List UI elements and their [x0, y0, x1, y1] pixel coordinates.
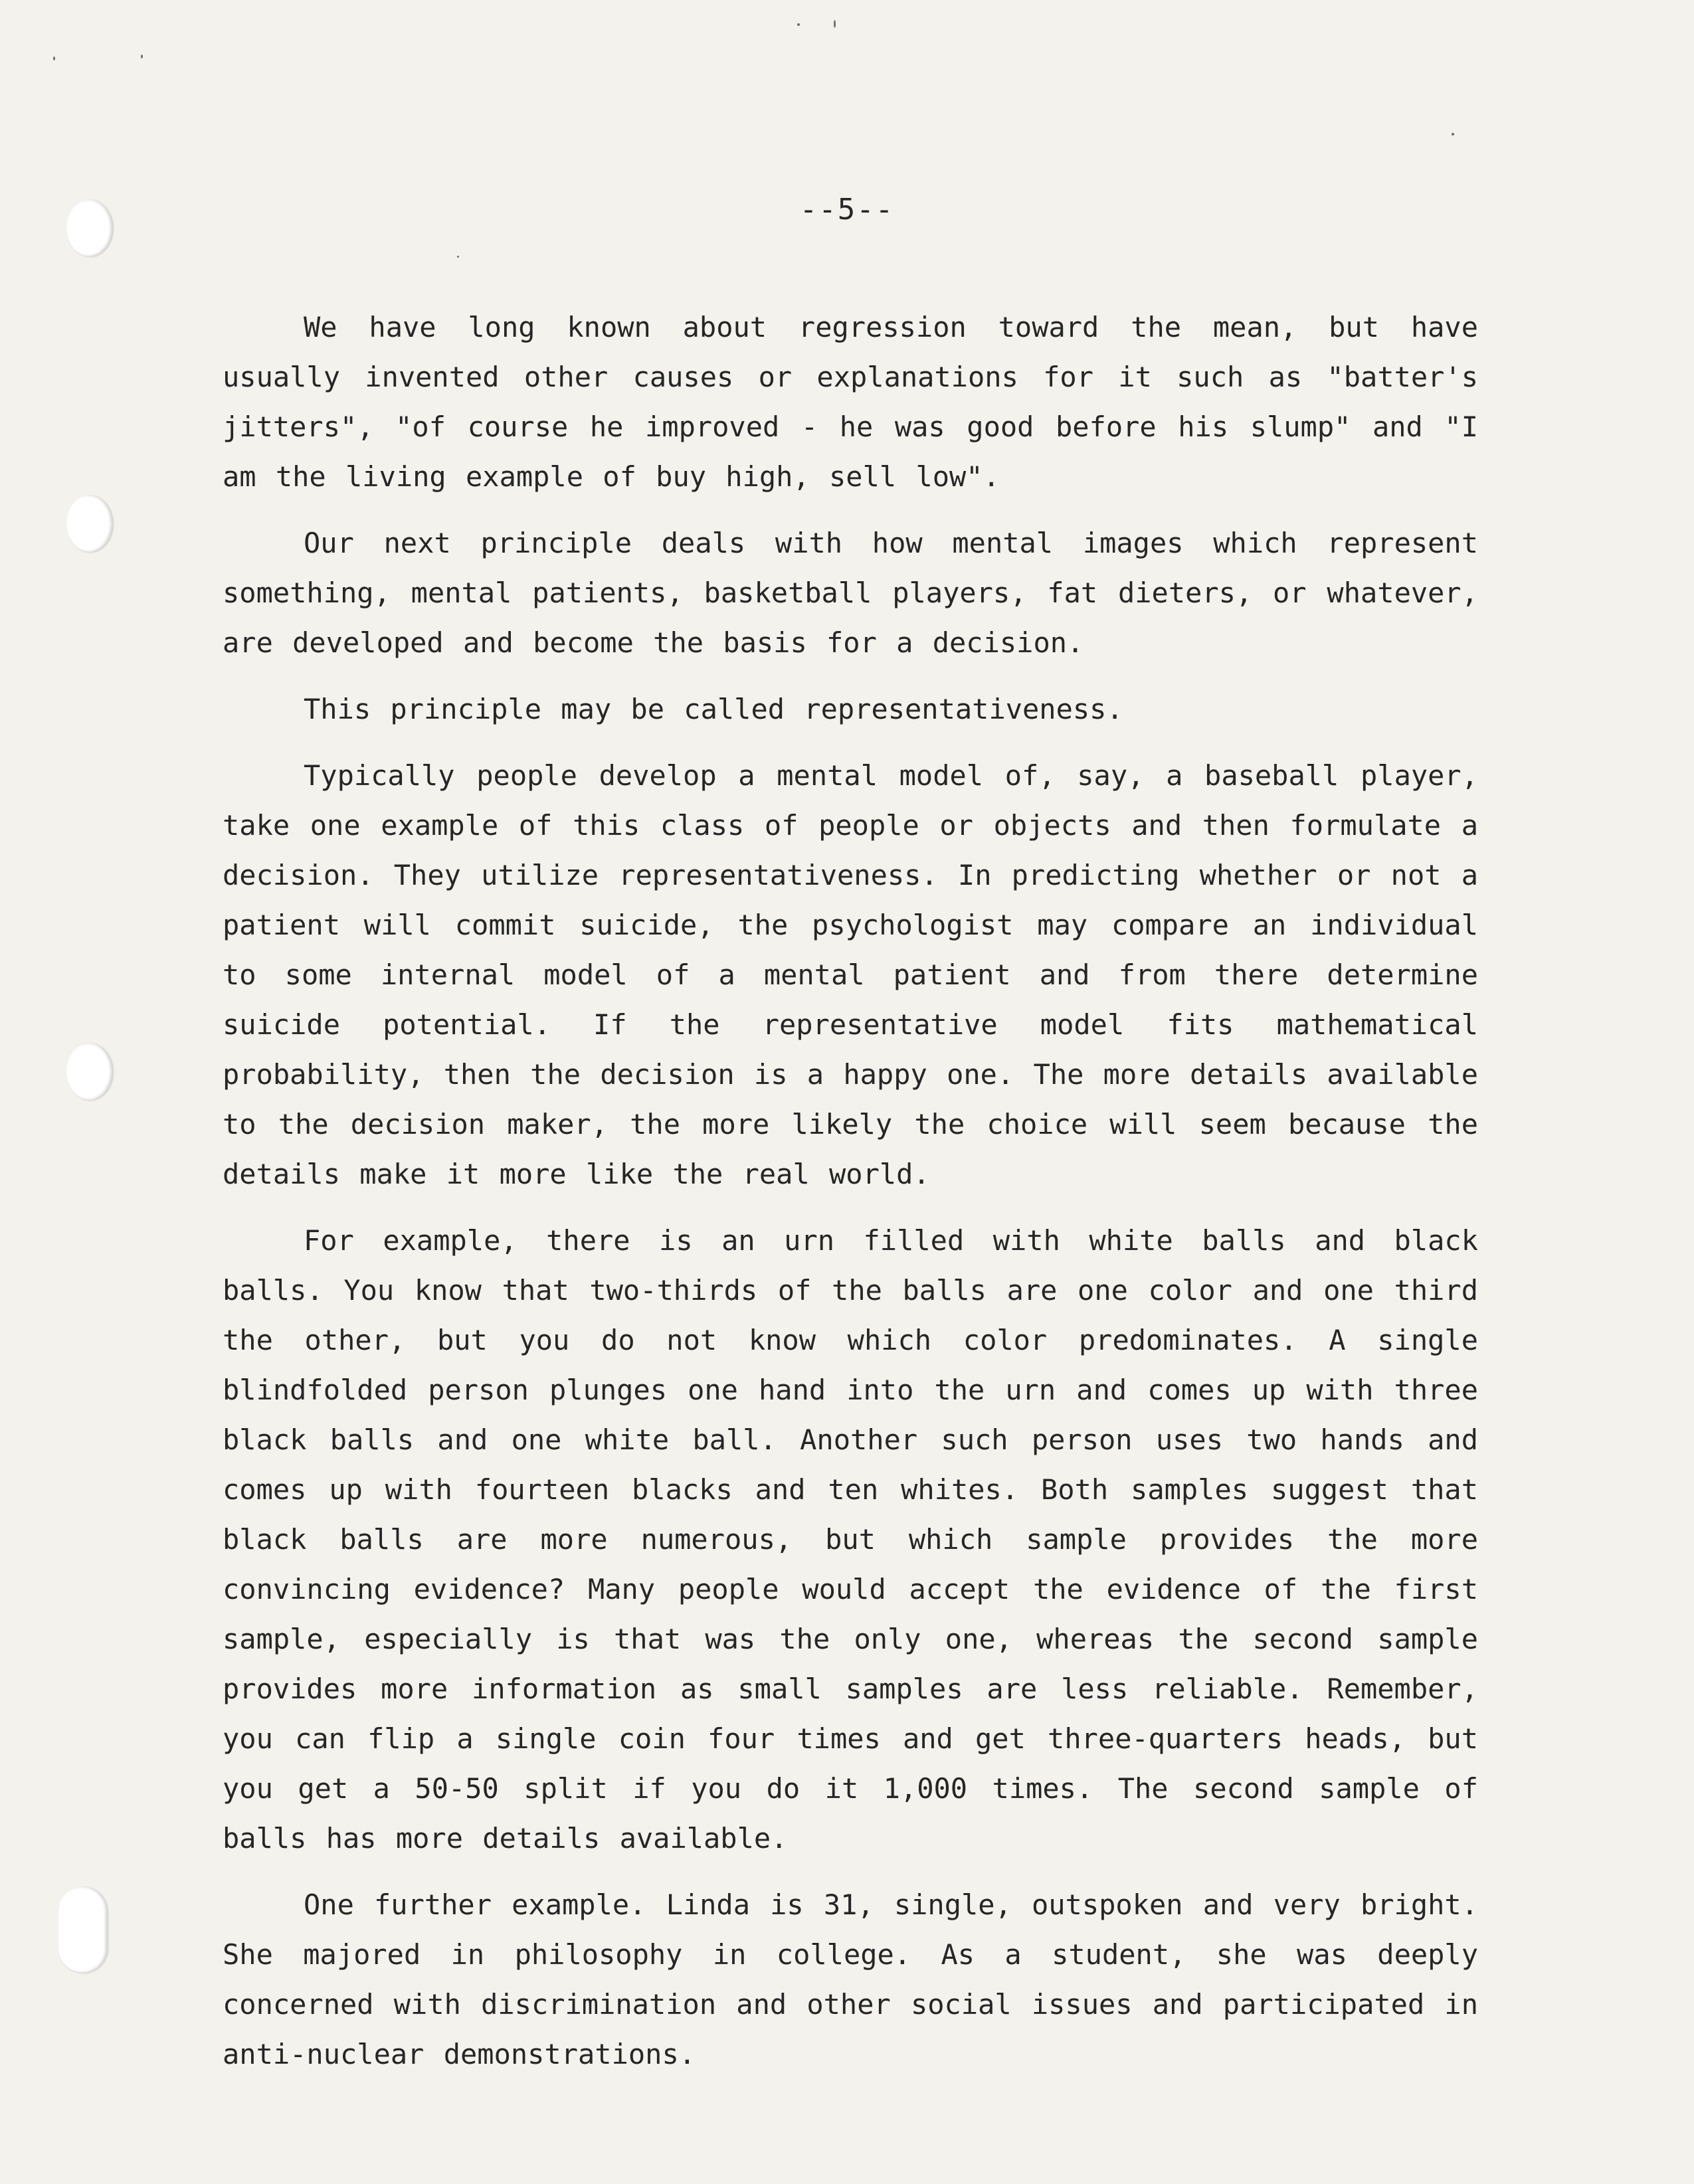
page-number: --5--	[799, 193, 895, 227]
paragraph-next-principle: Our next principle deals with how mental images which represent something, mental patients, basketball players, fat dieters, or whatever, are developed and become the basis for a decision.	[223, 527, 1478, 659]
paragraph-urn-example: For example, there is an urn filled with white balls and black balls. You know that two-thirds of the balls are one color and one third the other, but you do not know which color predominates. A single blindfolded person plunges one hand into the urn and comes up with three black balls and one white ball. Another such person uses two hands and comes up with fourteen blacks and ten whites. Both samples suggest that black balls are more numerous, but which sample provides the more convincing evidence? Many people would accept the evidence of the first sample, especially is that was the only one, whereas the second sample provides more information as small samples are less reliable. Remember, you can flip a single coin four times and get three-quarters heads, but you get a 50-50 split if you do it 1,000 times. The second sample of balls has more details available.	[223, 1224, 1478, 1855]
paper-speck	[1452, 133, 1454, 136]
paper-speck	[457, 256, 459, 258]
paper-speck	[141, 54, 143, 58]
punch-hole	[66, 495, 113, 552]
punch-hole	[66, 1043, 113, 1100]
paragraph-linda-example: One further example. Linda is 31, single, outspoken and very bright. She majored in philosophy in college. As a student, she was deeply concerned with discrimination and other social issues and participated in anti-nuclear demonstrations.	[223, 1888, 1478, 2070]
paper-speck	[53, 56, 55, 60]
paper-speck	[834, 20, 836, 28]
punch-hole	[58, 1886, 108, 1973]
body-text	[223, 302, 1478, 2096]
paragraph-representativeness: This principle may be called representativeness.	[304, 693, 1123, 725]
paragraph-mental-model: Typically people develop a mental model of, say, a baseball player, take one example of this class of people or objects and then formulate a decision. They utilize representativeness. In predicting whether or not a patient will commit suicide, the psychologist may compare an individual to some internal model of a mental patient and from there determine suicide potential. If the representative model fits mathematical probability, then the decision is a happy one. The more details available to the decision maker, the more likely the choice will seem because the details make it more like the real world.	[223, 759, 1478, 1190]
paper-speck	[797, 23, 800, 26]
paragraph-regression: We have long known about regression toward the mean, but have usually invented other causes or explanations for it such as "batter's jitters", "of course he improved - he was good before his slump" and "I am the living example of buy high, sell low".	[223, 311, 1478, 493]
